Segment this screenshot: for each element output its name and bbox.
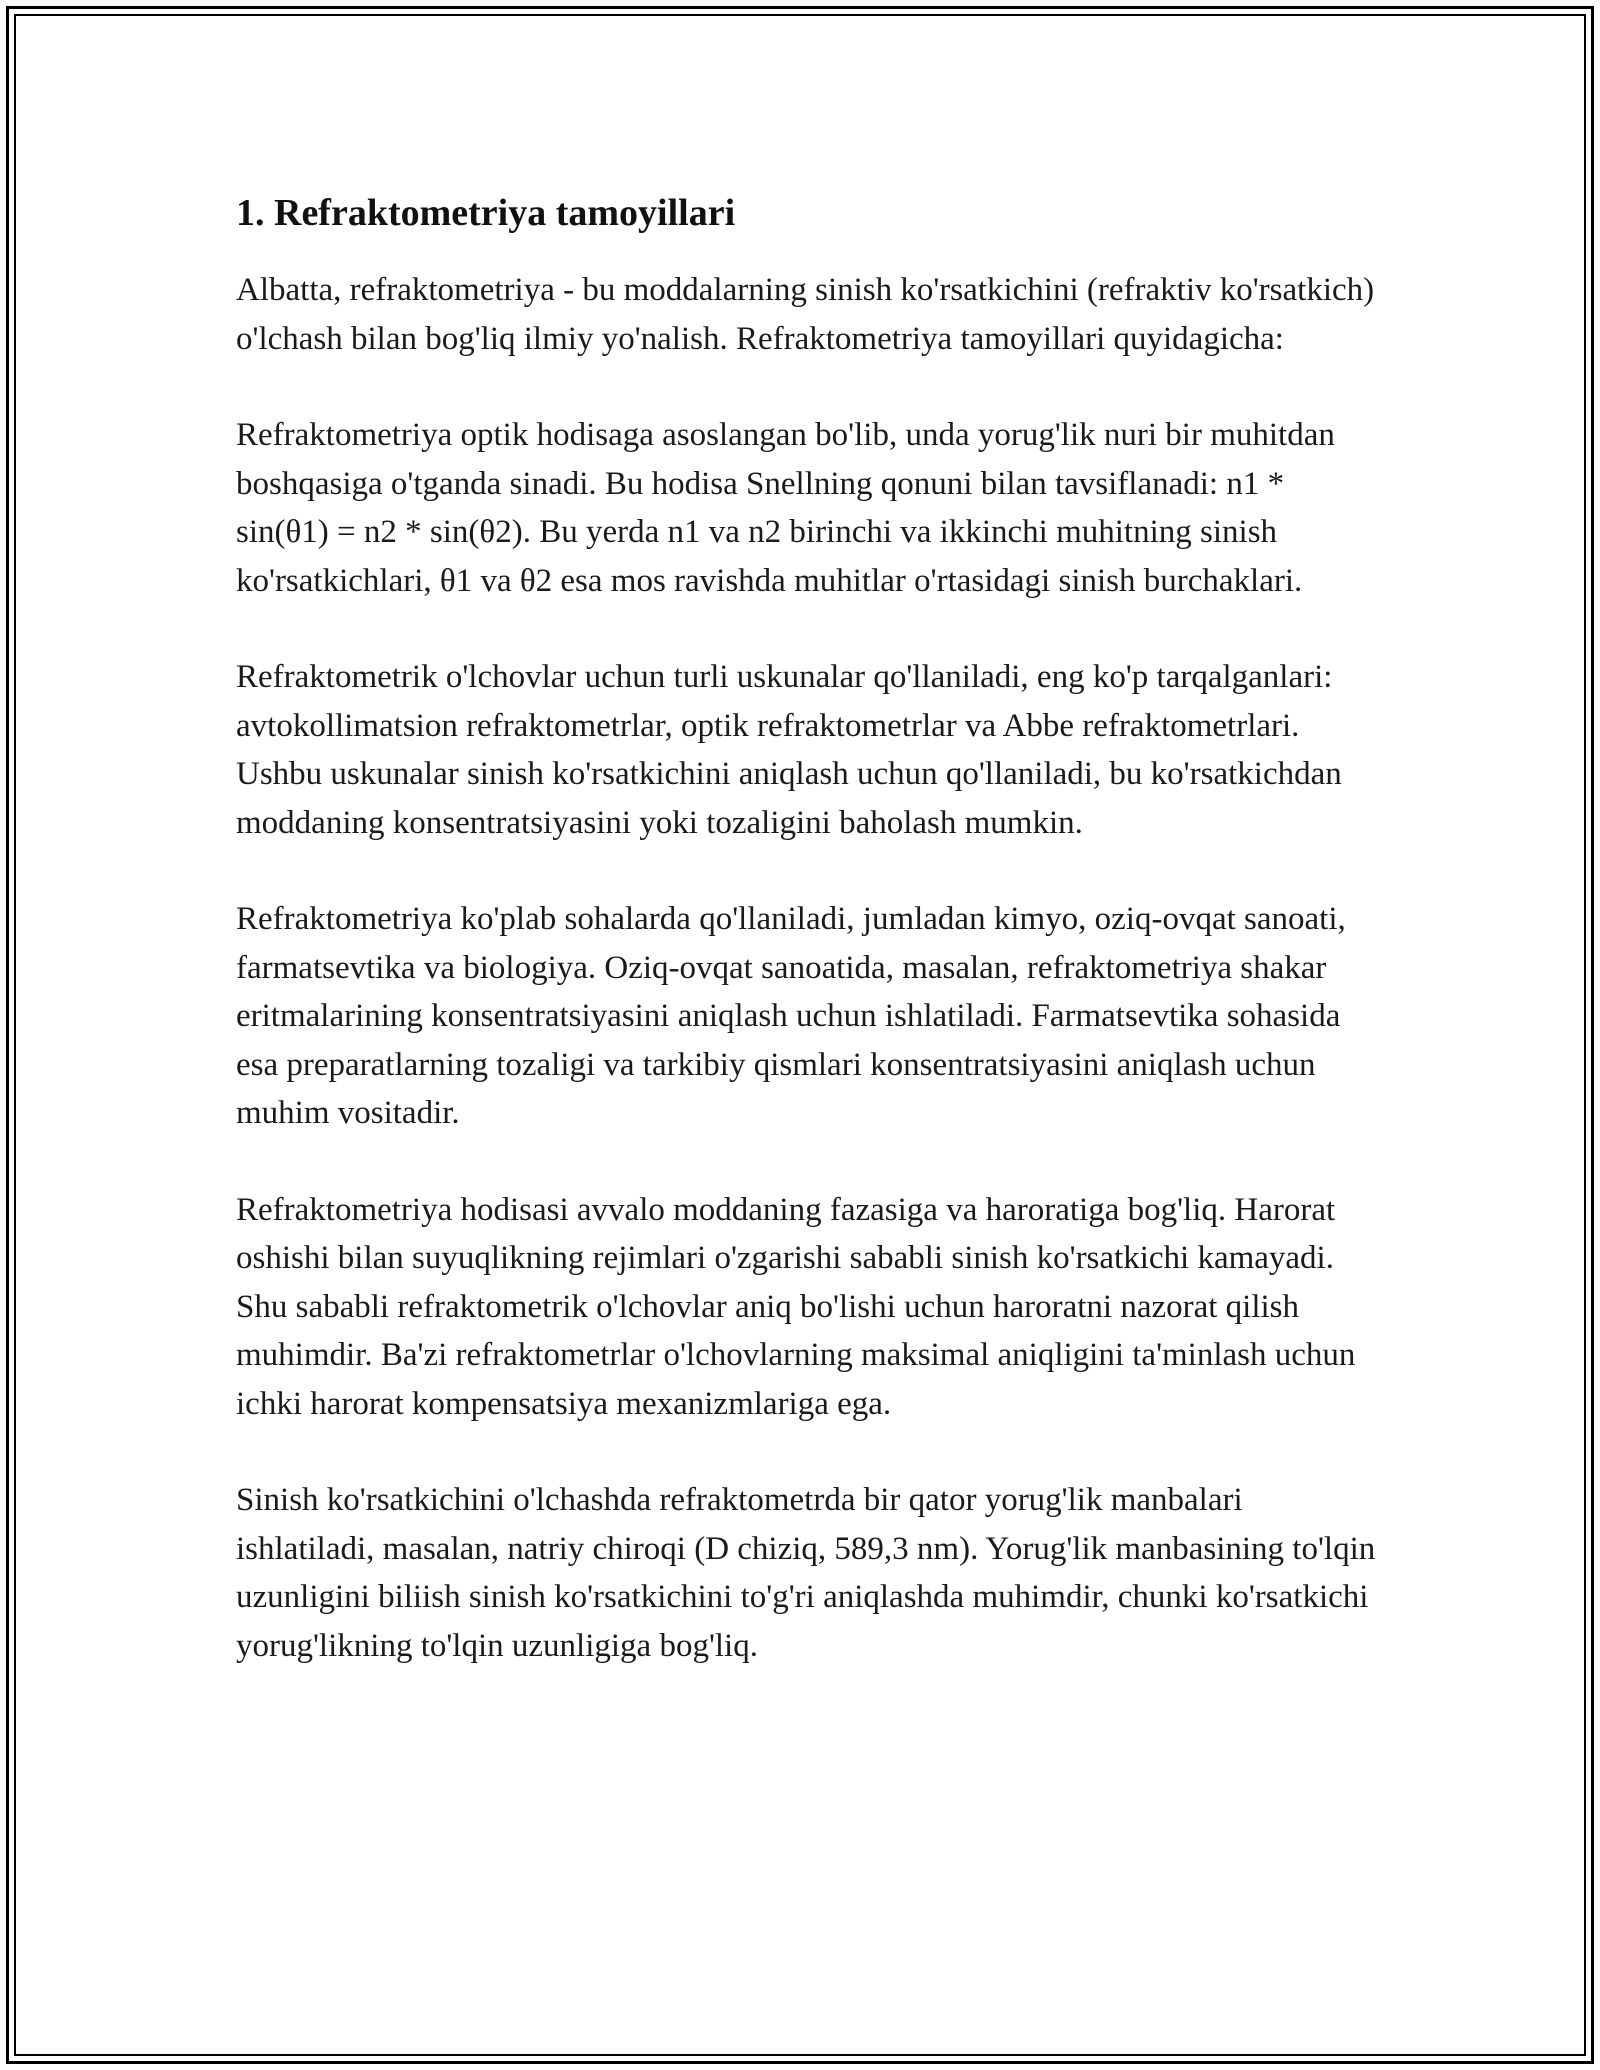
paragraph-light-sources: Sinish ko'rsatkichini o'lchashda refraktometrda bir qator yorug'lik manbalari ishlatiladi, masalan, natriy chiroqi (D chiziq, 589,3 nm). Yorug'lik manbasining to'lqin uzunligini biliish sinish ko'rsatkichini to'g'ri aniqlashda muhimdir, chunki ko'rsatkichi yorug'likning to'lqin uzunligiga bog'liq. bbox=[236, 1482, 1376, 1664]
paragraph-applications: Refraktometriya ko'plab sohalarda qo'llaniladi, jumladan kimyo, oziq-ovqat sanoati, farmatsevtika va biologiya. Oziq-ovqat sanoatida, masalan, refraktometriya shakar eritmalarining konsentratsiyasini aniqlash uchun ishlatiladi. Farmatsevtika sohasida esa preparatlarning tozaligi va tarkibiy qismlari konsentratsiyasini aniqlash uchun muhim vositadir. bbox=[236, 901, 1346, 1131]
paragraph-instruments: Refraktometrik o'lchovlar uchun turli uskunalar qo'llaniladi, eng ko'p tarqalganlari: avtokollimatsion refraktometrlar, optik refraktometrlar va Abbe refraktometrlari. Ushbu uskunalar sinish ko'rsatkichini aniqlash uchun qo'llaniladi, bu ko'rsatkichdan moddaning konsentratsiyasini yoki tozaligini baholash mumkin. bbox=[236, 659, 1342, 841]
section-heading: 1. Refraktometriya tamoyillari bbox=[236, 192, 736, 234]
paragraph-intro: Albatta, refraktometriya - bu moddalarning sinish ko'rsatkichini (refraktiv ko'rsatkich) o'lchash bilan bog'liq ilmiy yo'nalish. Refraktometriya tamoyillari quyidagicha: bbox=[236, 272, 1375, 357]
paragraph-snell-law: Refraktometriya optik hodisaga asoslangan bo'lib, unda yorug'lik nuri bir muhitdan boshqasiga o'tganda sinadi. Bu hodisa Snellning qonuni bilan tavsiflanadi: n1 * sin(θ1) = n2 * sin(θ2). Bu yerda n1 va n2 birinchi va ikkinchi muhitning sinish ko'rsatkichlari, θ1 va θ2 esa mos ravishda muhitlar o'rtasidagi sinish burchaklari. bbox=[236, 417, 1335, 599]
paragraph-temperature: Refraktometriya hodisasi avvalo moddaning fazasiga va haroratiga bog'liq. Harorat oshishi bilan suyuqlikning rejimlari o'zgarishi sababli sinish ko'rsatkichi kamayadi. Shu sababli refraktometrik o'lchovlar aniq bo'lishi uchun haroratni nazorat qilish muhimdir. Ba'zi refraktometrlar o'lchovlarning maksimal aniqligini ta'minlash uchun ichki harorat kompensatsiya mexanizmlariga ega. bbox=[236, 1191, 1356, 1422]
document-body bbox=[236, 186, 1376, 1718]
